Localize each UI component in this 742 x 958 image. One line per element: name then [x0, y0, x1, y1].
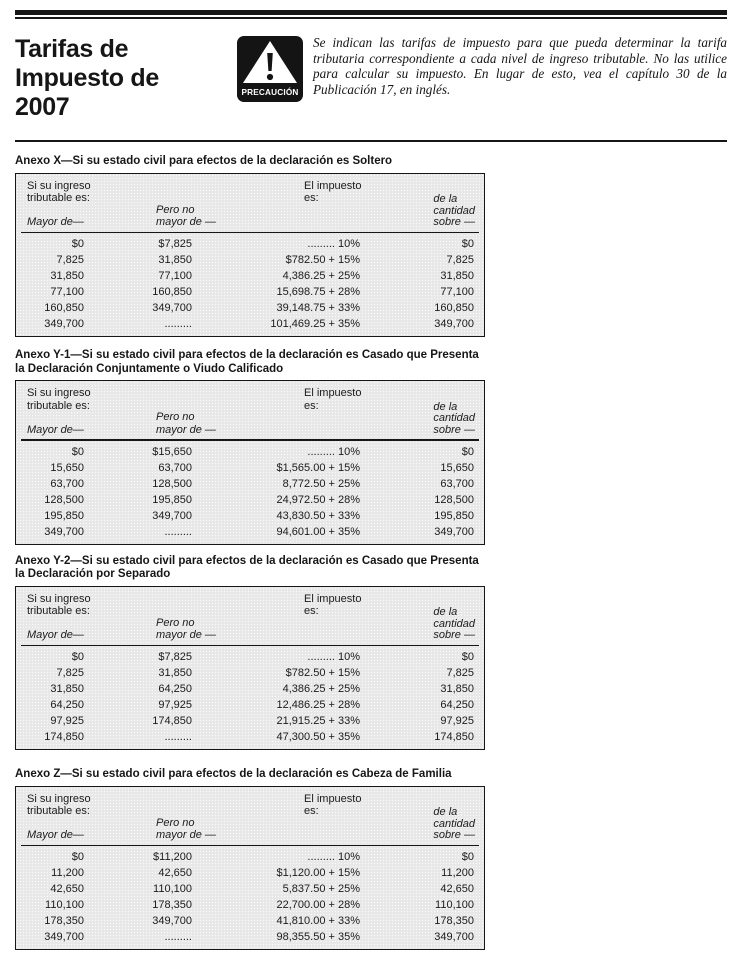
impuesto-cell: 8,772.50 + 25%: [282, 477, 360, 490]
pero-no-mayor-header: Pero no mayor de —: [156, 411, 216, 436]
pero-no-mayor-cell: 97,925: [158, 699, 192, 711]
pero-no-mayor-header: Pero no mayor de —: [156, 816, 216, 841]
tax-rows: [16, 236, 484, 332]
pero-no-mayor-cell: 160,850: [152, 286, 192, 298]
header-rule: [21, 232, 479, 234]
pero-no-mayor-header: Pero no mayor de —: [156, 203, 216, 228]
table-row: [16, 881, 484, 897]
tax-rows: [16, 649, 484, 745]
cantidad-sobre-header: de la cantidad sobre —: [433, 806, 475, 841]
impuesto-cell: $782.50 + 15%: [285, 254, 360, 266]
caution-warning-icon: [237, 36, 303, 102]
impuesto-cell: $1,565.00 + 15%: [276, 461, 360, 474]
schedule-title: Anexo X—Si su estado civil para efectos de la declaración es Soltero: [15, 155, 393, 167]
cantidad-sobre-cell: 349,700: [434, 318, 474, 330]
cantidad-sobre-header: de la cantidad sobre —: [433, 606, 475, 641]
tax-rate-table: [15, 786, 485, 951]
impuesto-header: El impuesto es:: [304, 387, 362, 412]
mayor-de-cell: 7,825: [56, 667, 84, 679]
mayor-de-cell: 77,100: [50, 286, 84, 298]
impuesto-cell: 22,700.00 + 28%: [276, 899, 360, 911]
cantidad-sobre-cell: 11,200: [441, 867, 474, 879]
schedule-anexo-z: [15, 768, 727, 950]
impuesto-cell: 43,830.50 + 33%: [276, 509, 360, 522]
impuesto-cell: ......... 10%: [307, 445, 360, 458]
table-header: [16, 174, 484, 232]
cantidad-sobre-cell: 349,700: [434, 931, 474, 943]
mayor-de-cell: 160,850: [44, 302, 84, 314]
pero-no-mayor-cell: 349,700: [152, 509, 192, 522]
cantidad-sobre-cell: $0: [461, 445, 474, 458]
table-row: [16, 524, 484, 540]
tax-rate-table: [15, 586, 485, 751]
pero-no-mayor-cell: 349,700: [152, 915, 192, 927]
mayor-de-cell: 7,825: [56, 254, 84, 266]
mayor-de-cell: $0: [71, 851, 84, 863]
table-row: [16, 729, 484, 745]
mayor-de-header: Mayor de—: [27, 423, 84, 436]
cantidad-sobre-header: de la cantidad sobre —: [433, 400, 475, 436]
cantidad-sobre-cell: 77,100: [440, 286, 474, 298]
impuesto-cell: $1,120.00 + 15%: [276, 867, 360, 879]
mayor-de-cell: $0: [71, 238, 84, 250]
table-header: [16, 787, 484, 845]
impuesto-cell: 39,148.75 + 33%: [276, 302, 360, 314]
mayor-de-cell: 178,350: [44, 915, 84, 927]
cantidad-sobre-header: de la cantidad sobre —: [433, 193, 475, 228]
cantidad-sobre-cell: 7,825: [446, 254, 474, 266]
schedule-title: Anexo Y-2—Si su estado civil para efectos de la declaración es Casado que Presenta la Declaración por Separado: [15, 554, 479, 580]
mayor-de-cell: 11,200: [51, 867, 84, 879]
cantidad-sobre-cell: $0: [461, 851, 474, 863]
table-row: [16, 508, 484, 524]
table-row: [16, 681, 484, 697]
cantidad-sobre-cell: 128,500: [434, 493, 474, 506]
mayor-de-cell: 31,850: [50, 683, 84, 695]
top-rule-thick: [15, 10, 727, 15]
mayor-de-header: Mayor de—: [27, 629, 84, 641]
page-title: [15, 35, 237, 122]
impuesto-cell: 15,698.75 + 28%: [276, 286, 360, 298]
table-header: [16, 587, 484, 645]
pero-no-mayor-cell: 195,850: [152, 493, 192, 506]
impuesto-cell: $782.50 + 15%: [285, 667, 360, 679]
header-rule: [21, 645, 479, 647]
pero-no-mayor-cell: $7,825: [158, 651, 192, 663]
pero-no-mayor-cell: 174,850: [152, 715, 192, 727]
page-title-line: 2007: [15, 93, 70, 121]
impuesto-header: El impuesto es:: [304, 179, 362, 204]
table-row: [16, 252, 484, 268]
impuesto-cell: 94,601.00 + 35%: [276, 525, 360, 538]
schedule-anexo-x: [15, 155, 727, 337]
impuesto-cell: ......... 10%: [307, 851, 360, 863]
table-row: [16, 460, 484, 476]
intro-notice: Se indican las tarifas de impuesto para que pueda determinar la tarifa tributaria correspondiente a cada nivel de ingreso tributable. No las utilice para calcular su impuesto. En lugar de esto, vea el capítulo 30 de la Publicación 17, en inglés.: [313, 35, 727, 97]
schedule-title: Anexo Z—Si su estado civil para efectos de la declaración es Cabeza de Familia: [15, 768, 452, 780]
mayor-de-cell: 128,500: [44, 493, 84, 506]
mayor-de-header: Mayor de—: [27, 829, 84, 841]
impuesto-cell: 12,486.25 + 28%: [276, 699, 360, 711]
impuesto-header: El impuesto es:: [304, 592, 362, 617]
cantidad-sobre-cell: 97,925: [440, 715, 474, 727]
table-row: [16, 284, 484, 300]
masthead: [15, 35, 727, 134]
table-row: [16, 849, 484, 865]
mayor-de-cell: $0: [71, 445, 84, 458]
cantidad-sobre-cell: 174,850: [434, 731, 474, 743]
schedule-title: Anexo Y-1—Si su estado civil para efectos de la declaración es Casado que Presenta la Declaración Conjuntamente o Viudo Calificado: [15, 349, 479, 375]
impuesto-cell: 4,386.25 + 25%: [282, 270, 360, 282]
table-header: [16, 381, 484, 439]
table-row: [16, 492, 484, 508]
mayor-de-cell: 174,850: [44, 731, 84, 743]
mayor-de-cell: 97,925: [50, 715, 84, 727]
impuesto-cell: 47,300.50 + 35%: [276, 731, 360, 743]
income-header: Si su ingreso tributable es:: [27, 179, 91, 204]
pero-no-mayor-cell: $11,200: [153, 851, 192, 863]
cantidad-sobre-cell: 160,850: [434, 302, 474, 314]
pero-no-mayor-cell: 128,500: [152, 477, 192, 490]
cantidad-sobre-cell: 7,825: [446, 667, 474, 679]
impuesto-cell: 98,355.50 + 35%: [276, 931, 360, 943]
table-row: [16, 268, 484, 284]
pero-no-mayor-cell: 42,650: [158, 867, 192, 879]
cantidad-sobre-cell: 110,100: [435, 899, 474, 911]
tax-rows: [16, 849, 484, 945]
mayor-de-cell: 64,250: [50, 699, 84, 711]
impuesto-cell: ......... 10%: [307, 651, 360, 663]
income-header: Si su ingreso tributable es:: [27, 387, 91, 412]
table-row: [16, 316, 484, 332]
pero-no-mayor-cell: 110,100: [153, 883, 192, 895]
table-row: [16, 865, 484, 881]
cantidad-sobre-cell: 31,850: [440, 270, 474, 282]
page-title-line: Impuesto de: [15, 64, 159, 92]
mayor-de-cell: 15,650: [50, 461, 84, 474]
pero-no-mayor-cell: .........: [164, 318, 192, 330]
cantidad-sobre-cell: 63,700: [440, 477, 474, 490]
impuesto-cell: 41,810.00 + 33%: [276, 915, 360, 927]
pero-no-mayor-cell: 349,700: [152, 302, 192, 314]
pero-no-mayor-cell: 31,850: [158, 667, 192, 679]
mayor-de-cell: 349,700: [44, 931, 84, 943]
mayor-de-cell: 349,700: [44, 525, 84, 538]
header-rule: [21, 439, 479, 441]
mayor-de-cell: 195,850: [44, 509, 84, 522]
mayor-de-header: Mayor de—: [27, 216, 84, 228]
pero-no-mayor-cell: 64,250: [158, 683, 192, 695]
pero-no-mayor-cell: .........: [164, 525, 192, 538]
top-rule: [15, 10, 727, 19]
tax-rows: [16, 444, 484, 540]
tax-rate-table: [15, 380, 485, 545]
table-row: [16, 897, 484, 913]
cantidad-sobre-cell: 42,650: [440, 883, 474, 895]
pero-no-mayor-cell: 31,850: [158, 254, 192, 266]
table-row: [16, 444, 484, 460]
pero-no-mayor-cell: .........: [164, 731, 192, 743]
mayor-de-cell: 42,650: [50, 883, 84, 895]
mayor-de-cell: $0: [71, 651, 84, 663]
table-row: [16, 913, 484, 929]
income-header: Si su ingreso tributable es:: [27, 592, 91, 617]
pero-no-mayor-cell: 178,350: [152, 899, 192, 911]
header-divider: [15, 140, 727, 142]
impuesto-cell: 101,469.25 + 35%: [270, 318, 360, 330]
schedule-anexo-y2: [15, 555, 727, 751]
header-rule: [21, 845, 479, 847]
impuesto-cell: 5,837.50 + 25%: [282, 883, 360, 895]
cantidad-sobre-cell: 15,650: [440, 461, 474, 474]
impuesto-cell: ......... 10%: [307, 238, 360, 250]
table-row: [16, 476, 484, 492]
cantidad-sobre-cell: $0: [461, 651, 474, 663]
pero-no-mayor-cell: 63,700: [158, 461, 192, 474]
table-row: [16, 713, 484, 729]
mayor-de-cell: 31,850: [50, 270, 84, 282]
mayor-de-cell: 349,700: [44, 318, 84, 330]
cantidad-sobre-cell: 195,850: [434, 509, 474, 522]
page-title-line: Tarifas de: [15, 35, 129, 63]
table-row: [16, 236, 484, 252]
caution-label: PRECAUCIÓN: [241, 88, 299, 97]
cantidad-sobre-cell: 31,850: [440, 683, 474, 695]
cantidad-sobre-cell: 64,250: [440, 699, 474, 711]
table-row: [16, 697, 484, 713]
cantidad-sobre-cell: $0: [461, 238, 474, 250]
income-header: Si su ingreso tributable es:: [27, 792, 91, 817]
tax-rate-table: [15, 173, 485, 338]
cantidad-sobre-cell: 349,700: [434, 525, 474, 538]
table-row: [16, 300, 484, 316]
table-row: [16, 649, 484, 665]
top-rule-thin: [15, 17, 727, 19]
pero-no-mayor-cell: $7,825: [158, 238, 192, 250]
impuesto-cell: 21,915.25 + 33%: [276, 715, 360, 727]
impuesto-cell: 4,386.25 + 25%: [282, 683, 360, 695]
impuesto-header: El impuesto es:: [304, 792, 362, 817]
impuesto-cell: 24,972.50 + 28%: [276, 493, 360, 506]
cantidad-sobre-cell: 178,350: [434, 915, 474, 927]
pero-no-mayor-cell: 77,100: [158, 270, 192, 282]
pero-no-mayor-header: Pero no mayor de —: [156, 616, 216, 641]
table-row: [16, 929, 484, 945]
pero-no-mayor-cell: $15,650: [152, 445, 192, 458]
pero-no-mayor-cell: .........: [164, 931, 192, 943]
mayor-de-cell: 63,700: [50, 477, 84, 490]
mayor-de-cell: 110,100: [45, 899, 84, 911]
table-row: [16, 665, 484, 681]
schedule-anexo-y1: [15, 349, 727, 545]
